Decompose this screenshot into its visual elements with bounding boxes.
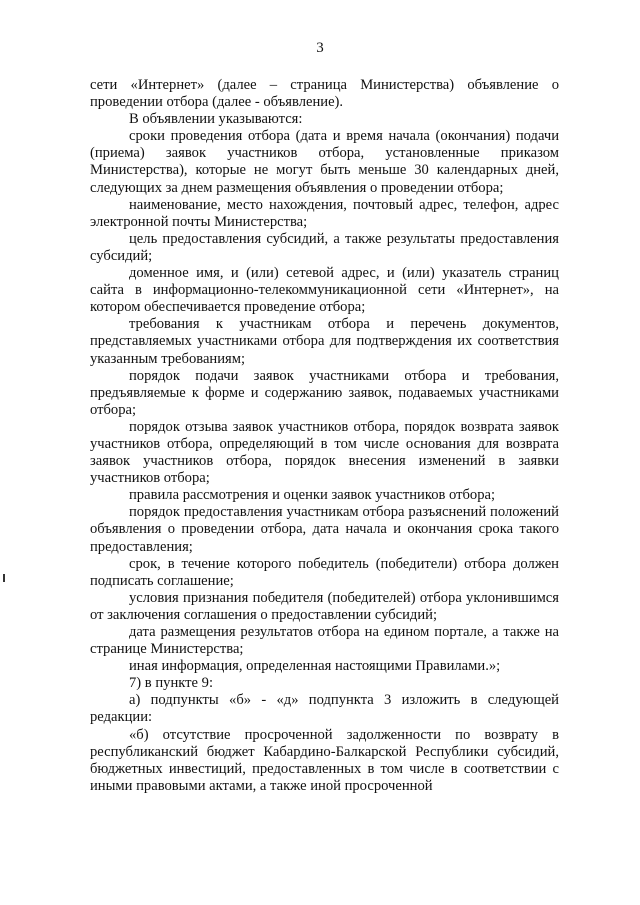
list-item: порядок отзыва заявок участников отбора, порядок возврата заявок участников отбора, определяющий в том числе основания для возврата заявок участников отбора, порядок внесения изменений в заявки участников отбора;	[90, 418, 559, 487]
list-item: порядок подачи заявок участниками отбора и требования, предъявляемые к форме и содержанию заявок, подаваемых участниками отбора;	[90, 367, 559, 418]
list-item: сроки проведения отбора (дата и время начала (окончания) подачи (приема) заявок участников отбора, установленные приказом Министерства), которые не могут быть меньше 30 календарных дней, следующих за днем размещения объявления о проведении отбора;	[90, 128, 559, 196]
list-item: правила рассмотрения и оценки заявок участников отбора;	[129, 487, 496, 504]
list-item: срок, в течение которого победитель (победители) отбора должен подписать соглашение;	[90, 555, 559, 589]
paragraph: 7) в пункте 9:	[129, 675, 214, 692]
list-item: доменное имя, и (или) сетевой адрес, и (или) указатель страниц сайта в информационно-телекоммуникационной сети «Интернет», на котором обеспечивается проведение отбора;	[90, 265, 559, 316]
list-item: иная информация, определенная настоящими Правилами.»;	[129, 658, 501, 675]
document-body	[90, 77, 559, 795]
paragraph: «б) отсутствие просроченной задолженности по возврату в республиканский бюджет Кабардино-Балкарской Республики субсидий, бюджетных инвестиций, предоставленных в том числе в соответствии с иными правовыми актами, а также иной просроченной	[90, 726, 559, 794]
paragraph: сети «Интернет» (далее – страница Министерства) объявление о проведении отбора (далее - объявление).	[90, 77, 559, 111]
list-item: порядок предоставления участникам отбора разъяснений положений объявления о проведении отбора, дата начала и окончания срока такого предоставления;	[90, 504, 559, 555]
paragraph: В объявлении указываются:	[129, 111, 303, 128]
list-item: условия признания победителя (победителей) отбора уклонившимся от заключения соглашения о предоставлении субсидий;	[90, 589, 559, 623]
list-item: наименование, место нахождения, почтовый адрес, телефон, адрес электронной почты Министерства;	[90, 196, 559, 230]
scan-edge-mark	[3, 574, 5, 582]
paragraph: а) подпункты «б» - «д» подпункта 3 изложить в следующей редакции:	[90, 692, 559, 726]
list-item: цель предоставления субсидий, а также результаты предоставления субсидий;	[90, 230, 559, 264]
page-number: 3	[316, 40, 324, 56]
list-item: дата размещения результатов отбора на едином портале, а также на странице Министерства;	[90, 624, 559, 658]
list-item: требования к участникам отбора и перечень документов, представляемых участниками отбора для подтверждения их соответствия указанным требованиям;	[90, 316, 559, 367]
